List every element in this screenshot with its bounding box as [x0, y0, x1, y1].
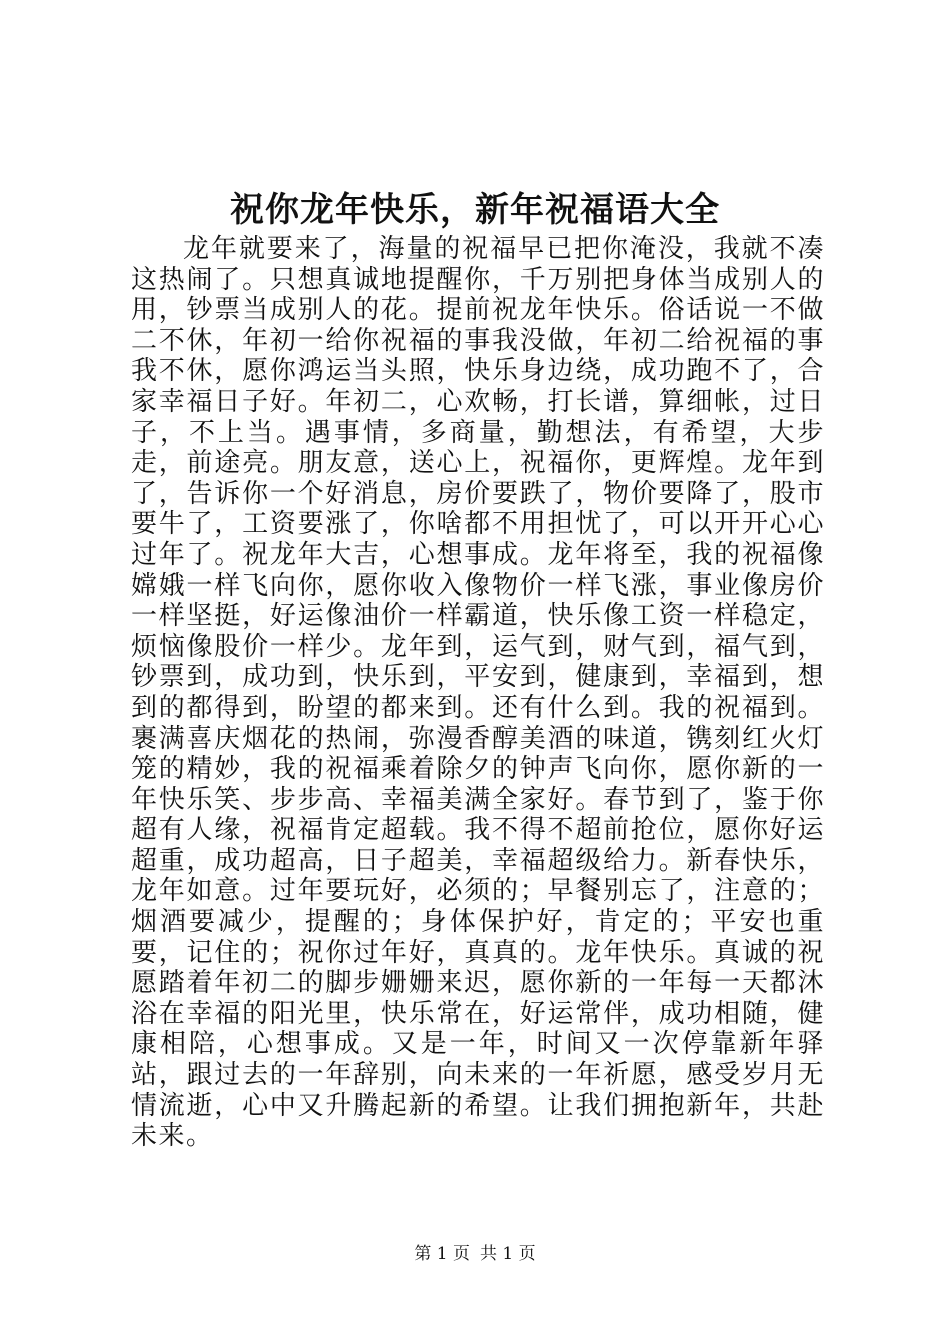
page-number: 第 1 页 [414, 1244, 470, 1264]
document-body-paragraph: 龙年就要来了，海量的祝福早已把你淹没，我就不凑这热闹了。只想真诚地提醒你，千万别把身体当成别人的用，钞票当成别人的花。提前祝龙年快乐。俗话说一不做二不休，年初一给你祝福的事我没做，年初二给祝福的事我不休，愿你鸿运当头照，快乐身边绕，成功跑不了，合家幸福日子好。年初二，心欢畅，打长谱，算细帐，过日子，不上当。遇事情，多商量，勤想法，有希望，大步走，前途亮。朋友意，送心上，祝福你，更辉煌。龙年到了，告诉你一个好消息，房价要跌了，物价要降了，股市要牛了，工资要涨了，你啥都不用担忧了，可以开开心心过年了。祝龙年大吉，心想事成。龙年将至，我的祝福像嫦娥一样飞向你，愿你收入像物价一样飞涨，事业像房价一样坚挺，好运像油价一样霸道，快乐像工资一样稳定，烦恼像股价一样少。龙年到，运气到，财气到，福气到，钞票到，成功到，快乐到，平安到，健康到，幸福到，想到的都得到，盼望的都来到。还有什么到。我的祝福到。裹满喜庆烟花的热闹，弥漫香醇美酒的味道，镌刻红火灯笼的精妙，我的祝福乘着除夕的钟声飞向你，愿你新的一年快乐笑、步步高、幸福美满全家好。春节到了，鉴于你超有人缘，祝福肯定超载。我不得不超前抢位，愿你好运超重，成功超高，日子超美，幸福超级给力。新春快乐，龙年如意。过年要玩好，必须的；早餐别忘了，注意的；烟酒要减少，提醒的；身体保护好，肯定的；平安也重要，记住的；祝你过年好，真真的。龙年快乐。真诚的祝愿踏着年初二的脚步姗姗来迟，愿你新的一年每一天都沐浴在幸福的阳光里，快乐常在，好运常伴，成功相随，健康相陪，心想事成。又是一年，时间又一次停靠新年驿站，跟过去的一年辞别，向未来的一年祈愿，感受岁月无情流逝，心中又升腾起新的希望。让我们拥抱新年，共赴未来。 [131, 234, 825, 1152]
page-total: 共 1 页 [480, 1244, 536, 1264]
document-title: 祝你龙年快乐，新年祝福语大全 [230, 190, 720, 230]
page-footer [0, 1242, 950, 1266]
